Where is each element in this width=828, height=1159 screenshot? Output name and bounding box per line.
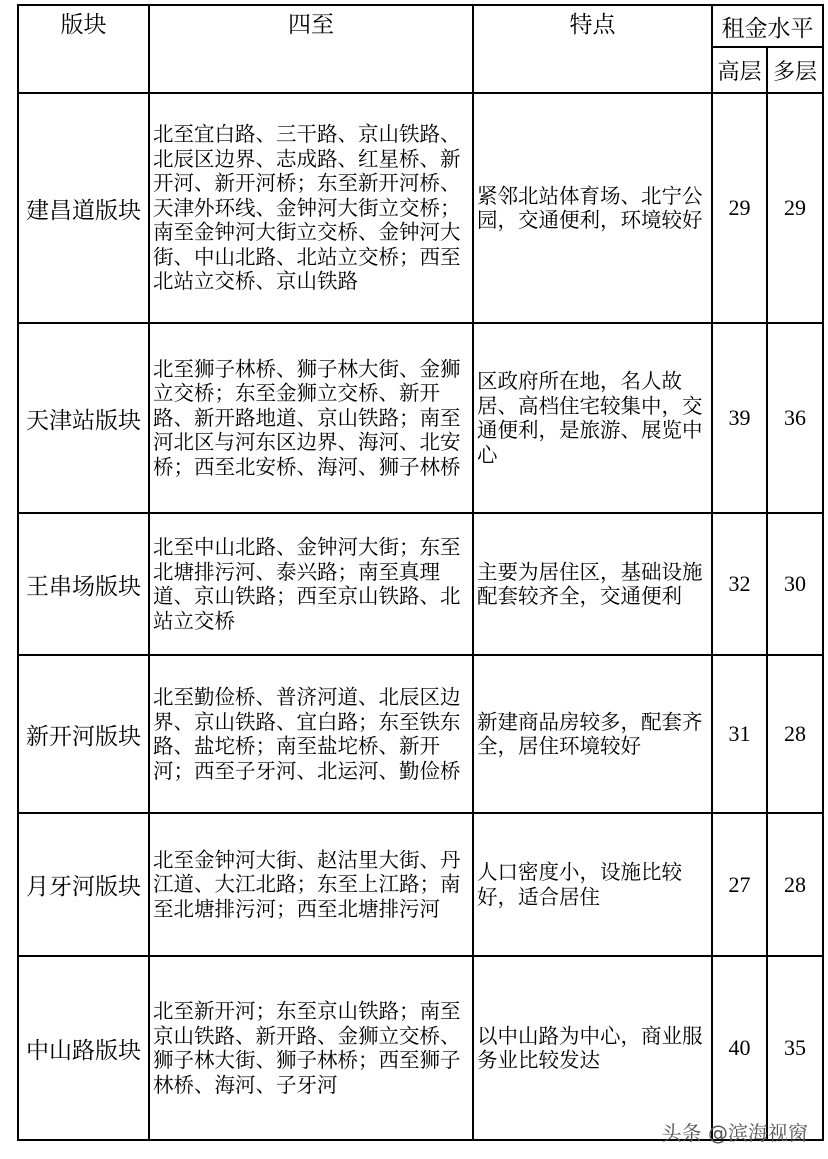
district-features: 主要为居住区，基础设施配套较齐全，交通便利 [473, 513, 712, 655]
district-features: 紧邻北站体育场、北宁公园，交通便利，环境较好 [473, 93, 712, 323]
header-district: 版块 [18, 5, 149, 93]
rent-high-rise: 29 [712, 93, 767, 323]
table-row [18, 655, 823, 813]
rent-multi-story: 28 [767, 813, 823, 956]
rent-high-rise: 32 [712, 513, 767, 655]
district-features: 新建商品房较多，配套齐全，居住环境较好 [473, 655, 712, 813]
header-rent-level: 租金水平 [712, 5, 823, 47]
district-boundaries: 北至狮子林桥、狮子林大街、金狮立交桥；东至金狮立交桥、新开路、新开路地道、京山铁路；南至河北区与河东区边界、海河、北安桥；西至北安桥、海河、狮子林桥 [149, 323, 473, 513]
district-name: 王串场版块 [18, 513, 149, 655]
district-boundaries: 北至宜白路、三干路、京山铁路、北辰区边界、志成路、红星桥、新开河、新开河桥；东至新开河桥、天津外环线、金钟河大街立交桥；南至金钟河大街立交桥、金钟河大街、中山北路、北站立交桥；西至北站立交桥、京山铁路 [149, 93, 473, 323]
table-row [18, 93, 823, 323]
rent-high-rise: 39 [712, 323, 767, 513]
table-row [18, 513, 823, 655]
rent-multi-story: 28 [767, 655, 823, 813]
rent-multi-story: 29 [767, 93, 823, 323]
table-row [18, 813, 823, 956]
district-boundaries: 北至金钟河大街、赵沽里大街、丹江道、大江北路；东至上江路；南至北塘排污河；西至北塘排污河 [149, 813, 473, 956]
rent-table [17, 4, 824, 1141]
header-high-rise: 高层 [712, 47, 767, 93]
rent-multi-story: 36 [767, 323, 823, 513]
district-boundaries: 北至新开河；东至京山铁路；南至京山铁路、新开路、金狮立交桥、狮子林大街、狮子林桥；西至狮子林桥、海河、子牙河 [149, 956, 473, 1140]
table-row [18, 323, 823, 513]
header-boundaries: 四至 [149, 5, 473, 93]
district-boundaries: 北至中山北路、金钟河大街；东至北塘排污河、泰兴路；南至真理道、京山铁路；西至京山铁路、北站立交桥 [149, 513, 473, 655]
district-name: 新开河版块 [18, 655, 149, 813]
header-features: 特点 [473, 5, 712, 93]
rent-high-rise: 31 [712, 655, 767, 813]
header-multi-story: 多层 [767, 47, 823, 93]
district-features: 以中山路为中心，商业服务业比较发达 [473, 956, 712, 1140]
district-name: 中山路版块 [18, 956, 149, 1140]
rent-high-rise: 27 [712, 813, 767, 956]
rent-multi-story: 35 [767, 956, 823, 1140]
watermark: 头条 @滨海视窗 [661, 1121, 808, 1145]
district-name: 月牙河版块 [18, 813, 149, 956]
header-row [18, 5, 823, 47]
district-name: 天津站版块 [18, 323, 149, 513]
rent-high-rise: 40 [712, 956, 767, 1140]
district-name: 建昌道版块 [18, 93, 149, 323]
district-features: 人口密度小，设施比较好，适合居住 [473, 813, 712, 956]
district-boundaries: 北至勤俭桥、普济河道、北辰区边界、京山铁路、宜白路；东至铁东路、盐坨桥；南至盐坨桥、新开河；西至子牙河、北运河、勤俭桥 [149, 655, 473, 813]
rent-multi-story: 30 [767, 513, 823, 655]
table-row [18, 956, 823, 1140]
district-features: 区政府所在地，名人故居、高档住宅较集中，交通便利，是旅游、展览中心 [473, 323, 712, 513]
